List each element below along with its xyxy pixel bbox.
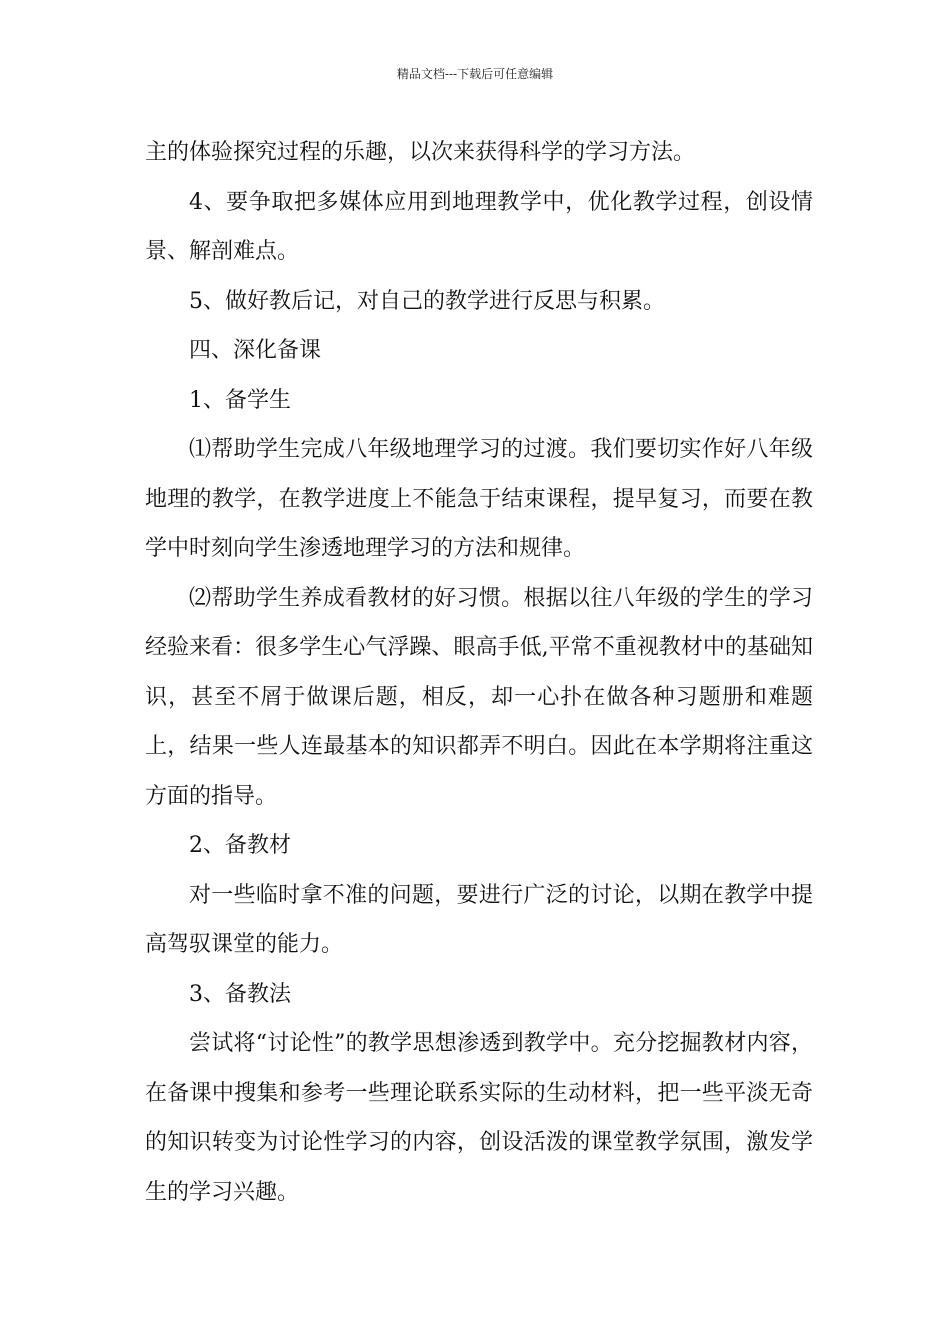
- paragraph-point-1: ⑴帮助学生完成八年级地理学习的过渡。我们要切实作好八年级地理的教学，在教学进度上不能急于结束课程，提早复习，而要在教学中时刻向学生渗透地理学习的方法和规律。: [145, 437, 813, 561]
- paragraph-item-5: 5、做好教后记，对自己的教学进行反思与积累。: [189, 288, 665, 314]
- section-heading-4: 四、深化备课: [189, 338, 322, 363]
- page-header: 精品文档---下载后可任意编辑: [396, 67, 554, 81]
- paragraph-item-4: 4、要争取把多媒体应用到地理教学中，优化教学过程，创设情景、解剖难点。: [145, 189, 813, 264]
- paragraph-continuation: 主的体验探究过程的乐趣，以次来获得科学的学习方法。: [145, 140, 696, 165]
- subheading-2: 2、备教材: [189, 833, 291, 858]
- paragraph-materials: 对一些临时拿不准的问题，要进行广泛的讨论，以期在教学中提高驾驭课堂的能力。: [145, 882, 813, 957]
- paragraph-methods: 尝试将“讨论性”的教学思想渗透到教学中。充分挖掘教材内容，在备课中搜集和参考一些理论联系实际的生动材料，把一些平淡无奇的知识转变为讨论性学习的内容，创设活泼的课堂教学氛围，激发学生的学习兴趣。: [145, 1031, 813, 1205]
- document-body: [145, 128, 813, 1217]
- subheading-1: 1、备学生: [189, 387, 291, 413]
- paragraph-point-2: ⑵帮助学生养成看教材的好习惯。根据以往八年级的学生的学习经验来看：很多学生心气浮躁、眼高手低,平常不重视教材中的基础知识，甚至不屑于做课后题，相反，却一心扑在做各种习题册和难题上，结果一些人连最基本的知识都弄不明白。因此在本学期将注重这方面的指导。: [145, 585, 813, 809]
- subheading-3: 3、备教法: [189, 981, 291, 1007]
